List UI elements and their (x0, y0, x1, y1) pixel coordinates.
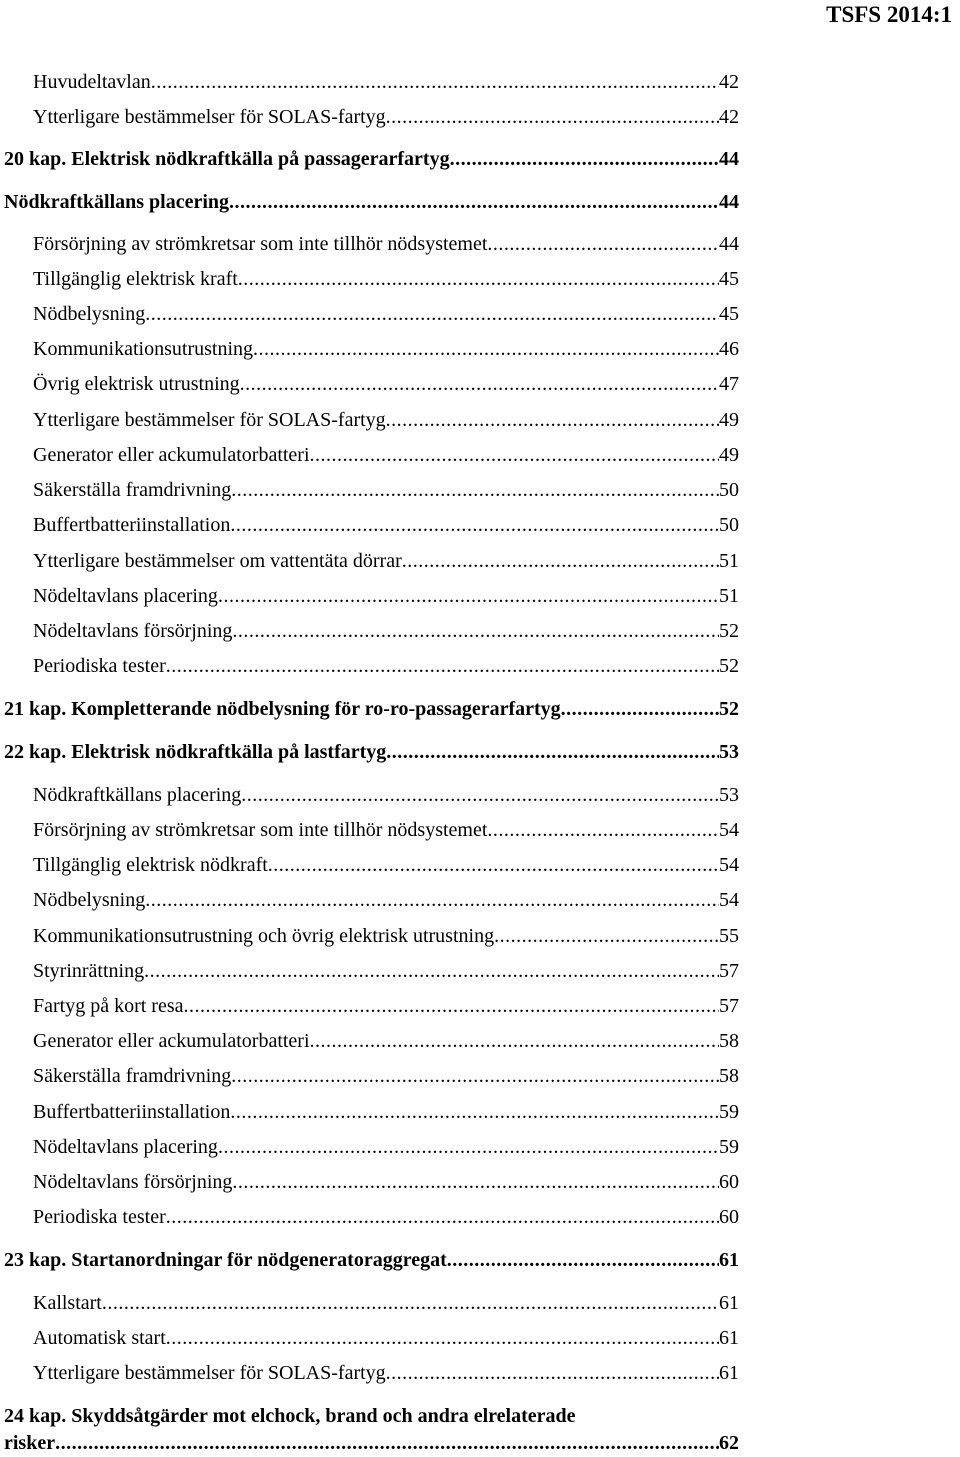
toc-dot-leader (166, 1326, 719, 1350)
toc-chapter-entry[interactable] (4, 697, 739, 721)
toc-entry-title: Ytterligare bestämmelser för SOLAS-fartyg (33, 106, 386, 128)
toc-entry-title: Tillgänglig elektrisk nödkraft (33, 854, 268, 876)
toc-dot-leader (151, 70, 719, 94)
toc-entry-title: Nödkraftkällans placering (33, 784, 242, 806)
toc-dot-leader (310, 1029, 719, 1053)
toc-entry-title: Säkerställa framdrivning (33, 479, 232, 501)
toc-dot-leader (450, 147, 719, 171)
toc-dot-leader (230, 1100, 719, 1124)
toc-entry-title: Nödkraftkällans placering (4, 191, 230, 213)
toc-entry-title: Ytterligare bestämmelser för SOLAS-fartyg (33, 1362, 386, 1384)
toc-entry-title: Försörjning av strömkretsar som inte tillhör nödsystemet (33, 233, 488, 255)
toc-entry-title: Säkerställa framdrivning (33, 1065, 232, 1087)
toc-entry[interactable] (33, 994, 739, 1018)
toc-entry-title: 22 kap. Elektrisk nödkraftkälla på lastfartyg (4, 741, 387, 763)
toc-dot-leader (240, 372, 719, 396)
toc-dot-leader (145, 302, 719, 326)
toc-entry-page: 59 (719, 1101, 739, 1123)
toc-dot-leader (166, 654, 719, 678)
toc-entry-title: Tillgänglig elektrisk kraft (33, 268, 238, 290)
toc-entry-page: 60 (719, 1206, 739, 1228)
toc-dot-leader (561, 697, 719, 721)
toc-entry-page: 44 (719, 148, 739, 170)
toc-dot-leader (268, 853, 719, 877)
toc-dot-leader (184, 994, 719, 1018)
toc-entry[interactable] (33, 654, 739, 678)
toc-entry[interactable] (33, 1291, 739, 1315)
toc-entry[interactable] (33, 443, 739, 467)
toc-entry[interactable] (33, 408, 739, 432)
toc-entry-title: Nödeltavlans försörjning (33, 620, 233, 642)
toc-dot-leader (487, 232, 719, 256)
toc-entry-title: Periodiska tester (33, 655, 166, 677)
toc-entry-page: 57 (719, 960, 739, 982)
toc-entry-page: 47 (719, 373, 739, 395)
toc-dot-leader (230, 513, 719, 537)
toc-entry-title: Buffertbatteriinstallation (33, 514, 231, 536)
toc-entry-page: 42 (719, 106, 739, 128)
toc-entry[interactable] (33, 888, 739, 912)
toc-entry-title: Styrinrättning (33, 960, 145, 982)
toc-entry[interactable] (33, 1205, 739, 1229)
toc-entry-page: 55 (719, 925, 739, 947)
toc-entry-page: 62 (719, 1432, 739, 1454)
toc-entry-page: 61 (719, 1327, 739, 1349)
toc-dot-leader (218, 1135, 719, 1159)
toc-entry[interactable] (33, 619, 739, 643)
toc-chapter-entry[interactable] (4, 740, 739, 764)
toc-entry-page: 54 (719, 889, 739, 911)
toc-entry[interactable] (33, 302, 739, 326)
toc-dot-leader (218, 584, 719, 608)
toc-entry[interactable] (33, 267, 739, 291)
toc-entry-page: 52 (719, 655, 739, 677)
toc-entry-title: Ytterligare bestämmelser för SOLAS-fartyg (33, 409, 386, 431)
toc-entry-page: 44 (719, 191, 739, 213)
toc-entry-title: Nödbelysning (33, 303, 146, 325)
document-id: TSFS 2014:1 (826, 2, 952, 27)
toc-entry[interactable] (33, 959, 739, 983)
toc-entry-title: Huvudeltavlan (33, 71, 151, 93)
toc-entry-title: Buffertbatteriinstallation (33, 1101, 231, 1123)
toc-entry-title: Kommunikationsutrustning och övrig elektrisk utrustning (33, 925, 495, 947)
toc-entry-title: Periodiska tester (33, 1206, 166, 1228)
toc-entry-title: Automatisk start (33, 1327, 166, 1349)
toc-dot-leader (386, 105, 719, 129)
toc-dot-leader (145, 888, 719, 912)
toc-entry-page: 45 (719, 268, 739, 290)
toc-entry-page: 61 (719, 1362, 739, 1384)
toc-entry-page: 46 (719, 338, 739, 360)
toc-entry-page: 42 (719, 71, 739, 93)
toc-entry-page: 61 (719, 1249, 739, 1271)
toc-entry-page: 51 (719, 550, 739, 572)
toc-entry-page: 50 (719, 514, 739, 536)
toc-entry[interactable] (33, 818, 739, 842)
toc-entry[interactable] (33, 1361, 739, 1385)
toc-entry[interactable] (33, 337, 739, 361)
toc-entry[interactable] (33, 1029, 739, 1053)
toc-dot-leader (386, 408, 719, 432)
toc-entry[interactable] (33, 1326, 739, 1350)
toc-entry[interactable] (33, 105, 739, 129)
toc-entry-title: 20 kap. Elektrisk nödkraftkälla på passagerarfartyg (4, 148, 450, 170)
toc-entry-page: 59 (719, 1136, 739, 1158)
toc-entry[interactable] (33, 549, 739, 573)
toc-entry-title: Övrig elektrisk utrustning (33, 373, 240, 395)
toc-dot-leader (447, 1248, 719, 1272)
toc-dot-leader (402, 549, 719, 573)
toc-entry-page: 60 (719, 1171, 739, 1193)
toc-entry[interactable] (33, 584, 739, 608)
toc-entry-page: 58 (719, 1065, 739, 1087)
toc-dot-leader (229, 190, 719, 214)
toc-entry-page: 58 (719, 1030, 739, 1052)
toc-entry-title: 21 kap. Kompletterande nödbelysning för ro-ro-passagerarfartyg (4, 698, 561, 720)
toc-entry[interactable] (33, 1170, 739, 1194)
toc-dot-leader (241, 783, 719, 807)
toc-entry-page: 52 (719, 698, 739, 720)
toc-entry[interactable] (33, 1135, 739, 1159)
toc-dot-leader (231, 478, 719, 502)
toc-dot-leader (231, 1064, 719, 1088)
toc-entry[interactable] (33, 70, 739, 94)
toc-entry-title: 23 kap. Startanordningar för nödgeneratoraggregat (4, 1249, 447, 1271)
toc-dot-leader (386, 740, 719, 764)
toc-entry-title: Generator eller ackumulatorbatteri (33, 444, 310, 466)
toc-dot-leader (55, 1430, 719, 1457)
toc-entry[interactable] (33, 478, 739, 502)
toc-entry-page: 44 (719, 233, 739, 255)
toc-entry-page: 45 (719, 303, 739, 325)
toc-dot-leader (238, 267, 719, 291)
toc-entry[interactable] (33, 513, 739, 537)
toc-entry-title-continued (4, 1430, 739, 1457)
toc-dot-leader (494, 924, 719, 948)
toc-entry-title: Nödeltavlans försörjning (33, 1171, 233, 1193)
toc-entry-page: 54 (719, 819, 739, 841)
toc-entry-title: Nödeltavlans placering (33, 1136, 218, 1158)
toc-entry-page: 52 (719, 620, 739, 642)
toc-entry-title: Generator eller ackumulatorbatteri (33, 1030, 310, 1052)
toc-dot-leader (232, 619, 719, 643)
toc-entry-page: 49 (719, 444, 739, 466)
toc-entry-page: 53 (719, 784, 739, 806)
toc-entry[interactable] (33, 232, 739, 256)
toc-entry-title: Nödbelysning (33, 889, 146, 911)
toc-entry[interactable] (33, 1100, 739, 1124)
toc-dot-leader (253, 337, 719, 361)
toc-entry[interactable] (33, 783, 739, 807)
toc-dot-leader (102, 1291, 719, 1315)
toc-entry[interactable] (33, 372, 739, 396)
toc-entry-title: Försörjning av strömkretsar som inte tillhör nödsystemet (33, 819, 488, 841)
toc-dot-leader (487, 818, 719, 842)
toc-entry-title: Kallstart (33, 1292, 102, 1314)
toc-dot-leader (166, 1205, 719, 1229)
toc-entry[interactable] (33, 924, 739, 948)
toc-chapter-entry[interactable] (4, 147, 739, 171)
toc-entry-title-cont: risker (4, 1432, 56, 1454)
toc-dot-leader (310, 443, 719, 467)
toc-entry-page: 54 (719, 854, 739, 876)
toc-entry-title: Nödeltavlans placering (33, 585, 218, 607)
toc-entry[interactable] (33, 853, 739, 877)
toc-entry[interactable] (33, 1064, 739, 1088)
toc-entry-page: 53 (719, 741, 739, 763)
toc-dot-leader (232, 1170, 719, 1194)
toc-entry-title: Ytterligare bestämmelser om vattentäta dörrar (33, 550, 402, 572)
toc-entry-page: 50 (719, 479, 739, 501)
toc-entry-page: 61 (719, 1292, 739, 1314)
toc-entry-page: 51 (719, 585, 739, 607)
toc-chapter-entry[interactable] (4, 190, 739, 214)
toc-entry-title: Fartyg på kort resa (33, 995, 184, 1017)
toc-entry-page: 49 (719, 409, 739, 431)
toc-chapter-entry[interactable] (4, 1248, 739, 1272)
toc-entry-page: 57 (719, 995, 739, 1017)
toc-entry-title: 24 kap. Skyddsåtgärder mot elchock, brand och andra elrelaterade (4, 1405, 576, 1427)
toc-entry-title: Kommunikationsutrustning (33, 338, 253, 360)
toc-dot-leader (386, 1361, 719, 1385)
toc-chapter-entry[interactable] (4, 1403, 739, 1457)
toc-dot-leader (144, 959, 719, 983)
